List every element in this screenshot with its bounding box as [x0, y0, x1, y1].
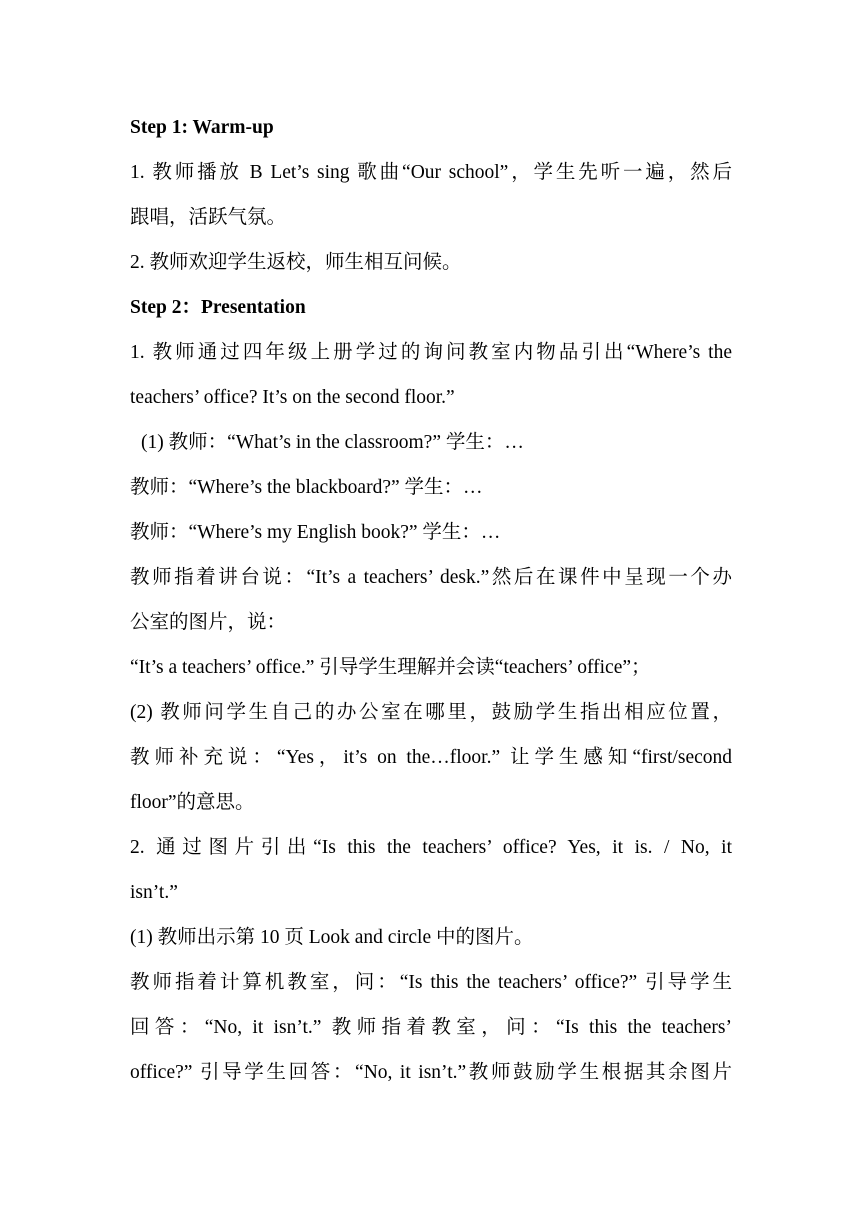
dialogue-line1: (1) 教师：“What’s in the classroom?” 学生：… [141, 432, 524, 453]
step1-heading: Step 1: Warm-up [130, 117, 274, 138]
desk-line2: 公室的图片，说： [130, 612, 287, 633]
step2-item1-line1: 1. 教师通过四年级上册学过的询问教室内物品引出“Where’s the [130, 342, 732, 363]
item2-sub1: (1) 教师出示第 10 页 Look and circle 中的图片。 [130, 927, 534, 948]
step1-item2: 2. 教师欢迎学生返校，师生相互问候。 [130, 252, 462, 273]
item2-line2: isn’t.” [130, 882, 178, 903]
desk-line1: 教师指着讲台说：“It’s a teachers’ desk.”然后在课件中呈现一个办 [130, 567, 732, 588]
step2-heading: Step 2：Presentation [130, 297, 306, 318]
sub2-line2: 教师补充说：“Yes，it’s on the…floor.” 让学生感知“first/second [130, 747, 732, 768]
document-page [130, 113, 732, 1103]
dialogue-line3: 教师：“Where’s my English book?” 学生：… [130, 522, 501, 543]
dialogue-line2: 教师：“Where’s the blackboard?” 学生：… [130, 477, 483, 498]
item2-para-line2: 回答：“No, it isn’t.” 教师指着教室，问：“Is this the teachers’ [130, 1017, 732, 1038]
item2-para-line3: office?” 引导学生回答：“No, it isn’t.”教师鼓励学生根据其余图片 [130, 1062, 732, 1083]
step2-item1-line2: teachers’ office? It’s on the second floor.” [130, 387, 455, 408]
item2-para-line1: 教师指着计算机教室，问：“Is this the teachers’ office?” 引导学生 [130, 972, 732, 993]
sub2-line1: (2) 教师问学生自己的办公室在哪里，鼓励学生指出相应位置， [130, 702, 732, 723]
step1-item1-line1: 1. 教师播放 B Let’s sing 歌曲“Our school”，学生先听一遍，然后 [130, 162, 732, 183]
item2-line1: 2. 通过图片引出“Is this the teachers’ office? Yes, it is. / No, it [130, 837, 732, 858]
sub2-line3: floor”的意思。 [130, 792, 255, 813]
office-line: “It’s a teachers’ office.” 引导学生理解并会读“teachers’ office”； [130, 657, 651, 678]
step1-item1-line2: 跟唱，活跃气氛。 [130, 207, 287, 228]
